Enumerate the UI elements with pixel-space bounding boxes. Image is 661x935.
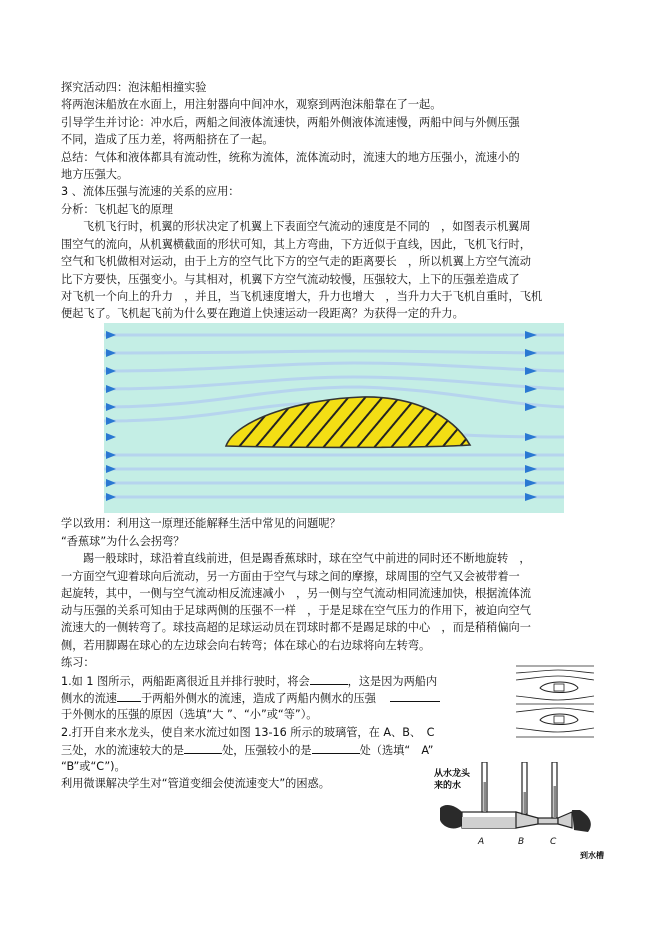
paragraph: 飞机飞行时，机翼的形状决定了机翼上下表面空气流动的速度是不同的 ，如图表示机翼周 — [83, 220, 531, 233]
exercise-1 — [61, 690, 440, 706]
exercise-text: 于两船外侧水的流速，造成了两船内侧水的压强 — [140, 692, 376, 705]
paragraph: 起旋转，其中，一侧与空气流动相反流速减小 ，另一侧与空气流动相同流速加快，根据流体流 — [61, 587, 531, 600]
paragraph: 踢一般球时，球沿着直线前进，但是踢香蕉球时，球在空气中前进的同时还不断地旋转 ， — [83, 552, 531, 565]
paragraph: 围空气的流向，从机翼横截面的形状可知，其上方弯曲，下方近似于直线，因此，飞机飞行时， — [61, 238, 531, 251]
exercise-1: 于外侧水的压强的原因（选填“大 ”、“小”或“等”）。 — [61, 708, 318, 721]
boat-icon — [540, 682, 578, 693]
exercise-2: 2.打开自来水龙头，使自来水流过如图 13-16 所示的玻璃管，在 A、B、 C — [61, 726, 435, 739]
tap-inlet — [440, 805, 462, 828]
analysis-heading: 分析：飞机起飞的原理 — [61, 203, 173, 216]
paragraph: 空气和飞机做相对运动，由于上方的空气比下方的空气走的距离要长 ，所以机翼上方空气流动 — [61, 255, 531, 268]
paragraph: 利用微课解决学生对“管道变细会使流速变大”的困惑。 — [61, 777, 330, 790]
answer-blank[interactable] — [390, 690, 440, 702]
tap-label-line2: 来的水 — [434, 781, 462, 791]
heading-activity-4: 探究活动四：泡沫船相撞实验 — [61, 81, 207, 94]
question-heading: “香蕉球”为什么会拐弯？ — [61, 535, 185, 548]
answer-blank[interactable] — [310, 673, 348, 685]
answer-blank[interactable] — [117, 690, 141, 702]
label-c: C — [550, 837, 557, 847]
paragraph: 引导学生并讨论：冲水后，两船之间液体流速快，两船外侧液体流速慢，两船中间与外侧压强 — [61, 116, 520, 129]
exercise-text: ，这是因为两船内 — [347, 675, 438, 688]
paragraph: 比下方要快，压强变小。与其相对，机翼下方空气流动较慢，压强较大，上下的压强差造成了 — [61, 273, 520, 286]
paragraph: 便起飞了。飞机起飞前为什么要在跑道上快速运动一段距离？为获得一定的升力。 — [61, 307, 464, 320]
exercise-text: 处（选填“ A” — [359, 744, 434, 757]
two-boats-figure — [516, 660, 594, 744]
water-flow-lines — [516, 666, 594, 737]
exercise-text: 三处，水的流速较大的是 — [61, 744, 185, 757]
paragraph: 对飞机一个向上的升力 ，并且，当飞机速度增大，升力也增大 ，当升力大于飞机自重时，飞机 — [61, 290, 543, 303]
exercise-text: 1.如 1 图所示，两船距离很近且并排行驶时，将会 — [61, 675, 310, 688]
paragraph: 流速大的一侧转弯了。球技高超的足球运动员在罚球时都不是踢足球的中心 ，而是稍稍偏向一 — [61, 621, 531, 634]
glass-tube-figure — [434, 762, 620, 870]
exercise-2: “B”或“C”)。 — [61, 760, 126, 773]
exercise-1 — [61, 673, 437, 689]
paragraph: 一方面空气迎着球向后流动，另一方面由于空气与球之间的摩擦，球周围的空气又会被带着一 — [61, 570, 520, 583]
paragraph: 总结：气体和液体都具有流动性，统称为流体，流体流动时，流速大的地方压强小，流速小的 — [61, 151, 520, 164]
practice-heading: 练习： — [61, 656, 95, 669]
paragraph: 将两泡沫船放在水面上，用注射器向中间冲水，观察到两泡沫船靠在了一起。 — [61, 98, 442, 111]
boat-icon — [540, 714, 578, 725]
airfoil-airflow-figure — [104, 323, 564, 513]
paragraph: 学以致用：利用这一原理还能解释生活中常见的问题呢？ — [61, 517, 341, 530]
section-heading: 3 、流体压强与流速的关系的应用： — [61, 185, 240, 198]
paragraph: 地方压强大。 — [61, 168, 129, 181]
label-a: A — [478, 837, 485, 847]
outlet-to-sink — [572, 810, 591, 832]
paragraph: 动与压强的关系可知由于足球两侧的压强不一样 ，于是足球在空气压力的作用下，被迫向空气 — [61, 604, 531, 617]
sink-label: 到水槽 — [580, 851, 604, 860]
answer-blank[interactable] — [312, 742, 360, 754]
answer-blank[interactable] — [184, 742, 222, 754]
exercise-2 — [61, 742, 433, 758]
tap-label-line1: 从水龙头 — [434, 769, 471, 779]
label-b: B — [518, 837, 525, 847]
exercise-text: 处，压强较小的是 — [222, 744, 312, 757]
paragraph: 侧，若用脚踢在球心的左边球会向右转弯；体在球心的右边球将向左转弯。 — [61, 639, 431, 652]
paragraph: 不同，造成了压力差，将两船挤在了一起。 — [61, 133, 274, 146]
exercise-text: 侧水的流速 — [61, 692, 117, 705]
vertical-tubes — [482, 762, 557, 818]
